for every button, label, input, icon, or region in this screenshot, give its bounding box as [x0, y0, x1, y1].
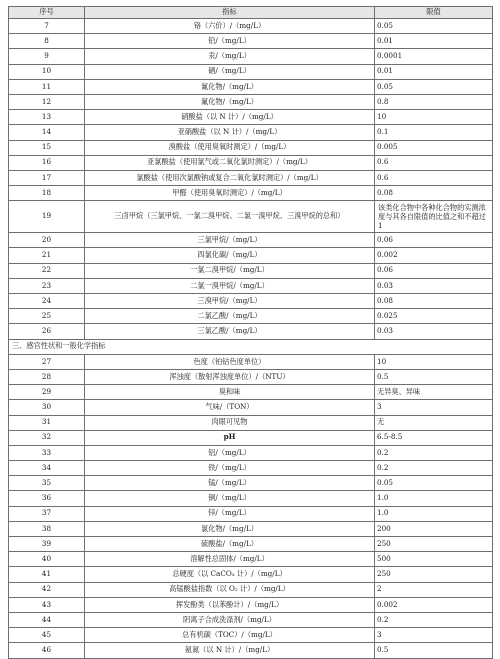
row-limit: 1.0	[375, 491, 493, 506]
table-row	[9, 64, 493, 79]
row-limit: 3	[375, 400, 493, 415]
row-indicator: 氰化物/（mg/L）	[85, 79, 375, 94]
row-limit: 0.06	[375, 233, 493, 248]
row-number: 42	[9, 582, 85, 597]
row-number: 24	[9, 294, 85, 309]
row-indicator: 铁/（mg/L）	[85, 461, 375, 476]
row-number: 25	[9, 309, 85, 324]
table-row-trihalomethanes	[9, 201, 493, 233]
table-row	[9, 476, 493, 491]
section-title: 三、感官性状和一般化学指标	[9, 339, 493, 354]
table-row	[9, 491, 493, 506]
row-limit: 250	[375, 567, 493, 582]
table-row	[9, 34, 493, 49]
row-indicator: pH	[85, 430, 375, 445]
row-number: 20	[9, 233, 85, 248]
table-row	[9, 430, 493, 445]
row-limit: 500	[375, 552, 493, 567]
row-indicator: 高锰酸盐指数（以 O₂ 计）/（mg/L）	[85, 582, 375, 597]
row-limit: 0.2	[375, 461, 493, 476]
row-indicator: 总硬度（以 CaCO₃ 计）/（mg/L）	[85, 567, 375, 582]
row-limit: 0.05	[375, 19, 493, 34]
table-row	[9, 324, 493, 339]
row-number: 16	[9, 155, 85, 170]
row-indicator: 硝酸盐（以 N 计）/（mg/L）	[85, 110, 375, 125]
row-number: 15	[9, 140, 85, 155]
header-serial-number: 序号	[9, 7, 85, 19]
table-row	[9, 400, 493, 415]
row-indicator: 色度（铂钴色度单位）	[85, 354, 375, 369]
row-number: 17	[9, 170, 85, 185]
row-indicator: 亚氯酸盐（使用氯气或二氧化氯时测定）/（mg/L）	[85, 155, 375, 170]
table-row	[9, 537, 493, 552]
row-number: 22	[9, 263, 85, 278]
row-number: 37	[9, 506, 85, 521]
row-number: 27	[9, 354, 85, 369]
row-number: 28	[9, 369, 85, 384]
row-number: 38	[9, 521, 85, 536]
row-indicator: 铜/（mg/L）	[85, 491, 375, 506]
row-limit: 0.05	[375, 79, 493, 94]
row-limit: 0.05	[375, 476, 493, 491]
row-indicator: 硫酸盐/（mg/L）	[85, 537, 375, 552]
table-row	[9, 125, 493, 140]
row-limit: 2	[375, 582, 493, 597]
table-row	[9, 309, 493, 324]
table-row	[9, 597, 493, 612]
row-limit: 0.1	[375, 125, 493, 140]
row-number: 39	[9, 537, 85, 552]
section-header-row	[9, 339, 493, 354]
row-limit: 3	[375, 628, 493, 643]
row-number: 41	[9, 567, 85, 582]
table-row	[9, 628, 493, 643]
row-number: 32	[9, 430, 85, 445]
table-row	[9, 612, 493, 627]
row-limit: 0.6	[375, 155, 493, 170]
row-number: 46	[9, 643, 85, 658]
row-limit: 1.0	[375, 506, 493, 521]
row-number: 40	[9, 552, 85, 567]
table-row	[9, 49, 493, 64]
row-limit: 0.5	[375, 369, 493, 384]
row-number: 8	[9, 34, 85, 49]
table-row	[9, 186, 493, 201]
row-number: 21	[9, 248, 85, 263]
row-limit: 0.08	[375, 294, 493, 309]
row-indicator: 浑浊度（散射浑浊度单位）/（NTU）	[85, 369, 375, 384]
row-limit: 0.0001	[375, 49, 493, 64]
row-indicator: 臭和味	[85, 385, 375, 400]
row-number: 14	[9, 125, 85, 140]
row-limit: 0.06	[375, 263, 493, 278]
header-indicator: 指标	[85, 7, 375, 19]
row-indicator: 锌/（mg/L）	[85, 506, 375, 521]
row-limit: 6.5-8.5	[375, 430, 493, 445]
table-header-row	[9, 7, 493, 19]
row-number: 31	[9, 415, 85, 430]
row-number: 45	[9, 628, 85, 643]
table-row	[9, 567, 493, 582]
row-indicator: 氟化物/（mg/L）	[85, 94, 375, 109]
row-limit: 200	[375, 521, 493, 536]
row-limit: 无	[375, 415, 493, 430]
row-indicator: 甲醛（使用臭氧时测定）/（mg/L）	[85, 186, 375, 201]
row-indicator: 硒/（mg/L）	[85, 64, 375, 79]
table-row	[9, 445, 493, 460]
row-number: 36	[9, 491, 85, 506]
row-indicator: 氯酸盐（使用次氯酸钠或复合二氧化氯时测定）/（mg/L）	[85, 170, 375, 185]
table-row	[9, 369, 493, 384]
row-number: 7	[9, 19, 85, 34]
row-number: 19	[9, 201, 85, 233]
row-number: 11	[9, 79, 85, 94]
row-number: 23	[9, 278, 85, 293]
row-number: 12	[9, 94, 85, 109]
table-row	[9, 233, 493, 248]
row-limit: 0.01	[375, 64, 493, 79]
row-limit: 0.03	[375, 278, 493, 293]
row-indicator: 一氯二溴甲烷/（mg/L）	[85, 263, 375, 278]
row-number: 10	[9, 64, 85, 79]
row-indicator: 挥发酚类（以苯酚计）/（mg/L）	[85, 597, 375, 612]
row-indicator: 二氯乙酸/（mg/L）	[85, 309, 375, 324]
row-limit: 0.03	[375, 324, 493, 339]
row-indicator: 气味/（TON）	[85, 400, 375, 415]
row-number: 35	[9, 476, 85, 491]
row-limit: 0.002	[375, 248, 493, 263]
row-indicator: 三卤甲烷（三氯甲烷、一氯二溴甲烷、二氯一溴甲烷、三溴甲烷的总和）	[85, 201, 375, 233]
row-limit: 0.2	[375, 612, 493, 627]
table-row	[9, 643, 493, 658]
table-row	[9, 155, 493, 170]
row-indicator: 亚硝酸盐（以 N 计）/（mg/L）	[85, 125, 375, 140]
row-limit: 0.6	[375, 170, 493, 185]
table-body	[9, 19, 493, 659]
table-row	[9, 506, 493, 521]
row-number: 29	[9, 385, 85, 400]
row-limit: 无异臭、异味	[375, 385, 493, 400]
row-indicator: 三溴甲烷/（mg/L）	[85, 294, 375, 309]
table-row	[9, 354, 493, 369]
row-limit: 0.01	[375, 34, 493, 49]
row-limit: 0.5	[375, 643, 493, 658]
table-row	[9, 552, 493, 567]
row-number: 43	[9, 597, 85, 612]
row-indicator: 三氯甲烷/（mg/L）	[85, 233, 375, 248]
table-row	[9, 263, 493, 278]
row-limit: 250	[375, 537, 493, 552]
row-indicator: 二氯一溴甲烷/（mg/L）	[85, 278, 375, 293]
table-row	[9, 248, 493, 263]
row-number: 13	[9, 110, 85, 125]
table-row	[9, 294, 493, 309]
row-indicator: 汞/（mg/L）	[85, 49, 375, 64]
row-number: 34	[9, 461, 85, 476]
row-indicator: 铅/（mg/L）	[85, 34, 375, 49]
row-indicator: 阴离子合成洗涤剂/（mg/L）	[85, 612, 375, 627]
row-indicator: 铝/（mg/L）	[85, 445, 375, 460]
row-limit: 0.2	[375, 445, 493, 460]
row-indicator: 溴酸盐（使用臭氧时测定）/（mg/L）	[85, 140, 375, 155]
table-row	[9, 582, 493, 597]
row-number: 30	[9, 400, 85, 415]
row-indicator: 锰/（mg/L）	[85, 476, 375, 491]
water-quality-standards-table	[8, 6, 493, 659]
row-limit: 0.005	[375, 140, 493, 155]
table-row	[9, 110, 493, 125]
table-row	[9, 94, 493, 109]
table-row	[9, 278, 493, 293]
row-indicator: 四氯化碳/（mg/L）	[85, 248, 375, 263]
table-row	[9, 19, 493, 34]
row-limit: 0.025	[375, 309, 493, 324]
row-limit: 0.08	[375, 186, 493, 201]
table-row	[9, 461, 493, 476]
row-number: 9	[9, 49, 85, 64]
row-number: 44	[9, 612, 85, 627]
row-indicator: 三氯乙酸/（mg/L）	[85, 324, 375, 339]
row-limit: 10	[375, 110, 493, 125]
row-limit: 0.002	[375, 597, 493, 612]
row-number: 33	[9, 445, 85, 460]
row-indicator: 铬（六价）/（mg/L）	[85, 19, 375, 34]
row-limit: 该类化合物中各种化合物的实测浓度与其各自限值的比值之和不超过 1	[375, 201, 493, 233]
table-row	[9, 170, 493, 185]
row-number: 26	[9, 324, 85, 339]
table-row	[9, 79, 493, 94]
row-indicator: 氨氮（以 N 计）/（mg/L）	[85, 643, 375, 658]
row-number: 18	[9, 186, 85, 201]
header-limit: 限值	[375, 7, 493, 19]
table-row	[9, 521, 493, 536]
row-indicator: 氯化物/（mg/L）	[85, 521, 375, 536]
row-limit: 0.8	[375, 94, 493, 109]
table-row	[9, 385, 493, 400]
row-indicator: 肉眼可见物	[85, 415, 375, 430]
row-indicator: 溶解性总固体/（mg/L）	[85, 552, 375, 567]
row-indicator: 总有机碳（TOC）/（mg/L）	[85, 628, 375, 643]
table-row	[9, 140, 493, 155]
row-limit: 10	[375, 354, 493, 369]
table-row	[9, 415, 493, 430]
